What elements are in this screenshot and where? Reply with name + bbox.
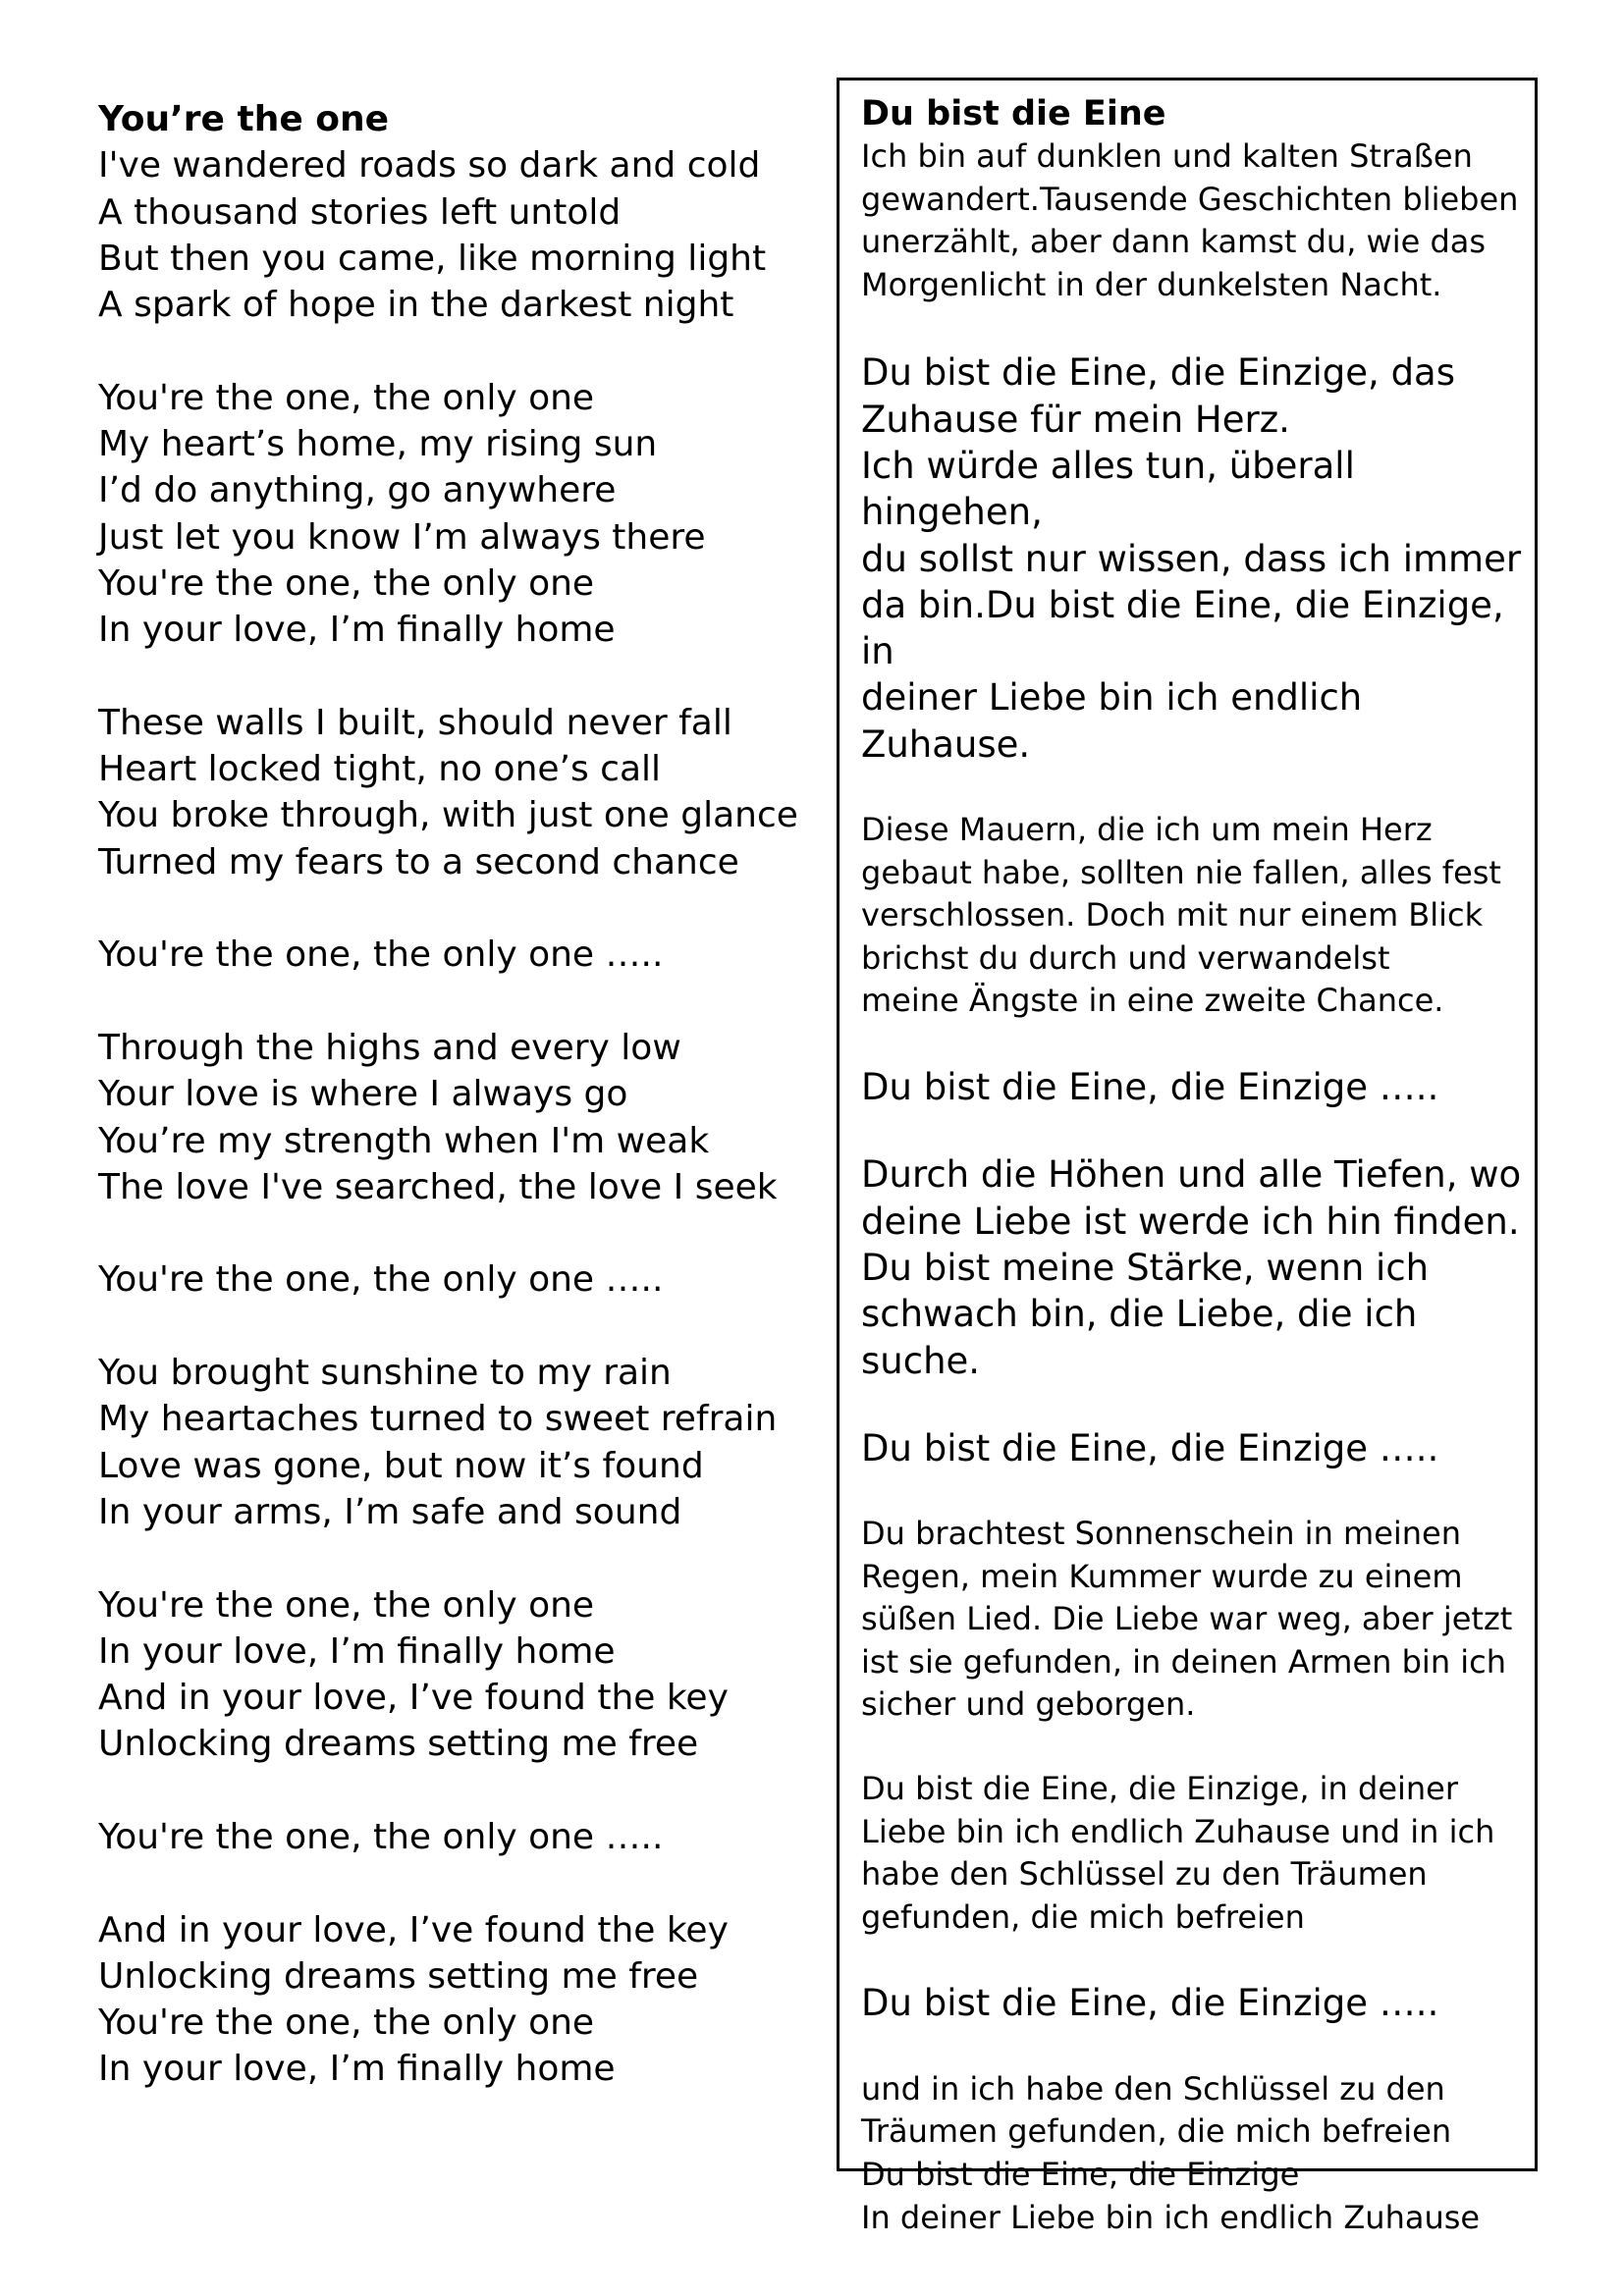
english-stanza <box>98 700 805 885</box>
translation-line: Träumen gefunden, die mich befreien <box>861 2112 1452 2151</box>
german-block <box>861 1513 1529 1727</box>
lyric-line: And in your love, I’ve found the key <box>98 1678 729 1719</box>
lyric-line: Just let you know I’m always there <box>98 516 706 558</box>
translation-line: In deiner Liebe bin ich endlich Zuhause <box>861 2198 1481 2236</box>
translation-line: Diese Mauern, die ich um mein Herz <box>861 811 1433 849</box>
lyric-line: In your arms, I’m safe and sound <box>98 1491 682 1532</box>
lyric-line: In your love, I’m finally home <box>98 1630 616 1672</box>
lyric-line: In your love, I’m finally home <box>98 2049 616 2090</box>
german-title: Du bist die Eine <box>861 94 1166 133</box>
translation-line: Du bist die Eine, die Einzige ….. <box>861 1426 1439 1469</box>
translation-line: Du bist die Eine, die Einzige, in deiner <box>861 1770 1459 1808</box>
lyric-line: Heart locked tight, no one’s call <box>98 749 662 790</box>
lyric-line: Unlocking dreams setting me free <box>98 1724 699 1765</box>
german-block <box>861 1064 1529 1110</box>
translation-line: du sollst nur wissen, dass ich immer <box>861 537 1522 580</box>
english-stanza <box>98 1025 805 1210</box>
lyric-line: You're the one, the only one <box>98 2002 595 2044</box>
translation-line: unerzählt, aber dann kamst du, wie das <box>861 223 1487 261</box>
lyric-line: Turned my fears to a second chance <box>98 841 739 882</box>
german-block <box>861 2068 1529 2239</box>
translation-line: ist sie gefunden, in deinen Armen bin ich <box>861 1642 1507 1681</box>
translation-line: verschlossen. Doch mit nur einem Blick <box>861 896 1484 934</box>
lyric-line: The love I've searched, the love I seek <box>98 1166 778 1207</box>
translation-line: sicher und geborgen. <box>861 1685 1196 1724</box>
lyric-line: My heartaches turned to sweet refrain <box>98 1399 778 1440</box>
spacer <box>861 768 1529 809</box>
lyric-line: These walls I built, should never fall <box>98 702 732 743</box>
translation-line: gebaut habe, sollten nie fallen, alles fest <box>861 853 1501 891</box>
english-title: You’re the one <box>98 99 390 139</box>
lyric-line: You're the one, the only one <box>98 562 595 604</box>
translation-line: schwach bin, die Liebe, die ich suche. <box>861 1293 1418 1382</box>
lyric-line: And in your love, I’ve found the key <box>98 1909 729 1950</box>
english-stanza <box>98 1907 805 2093</box>
translation-line: Du bist die Eine, die Einzige, das <box>861 351 1456 395</box>
translation-line: Du bist die Eine, die Einzige ….. <box>861 1982 1439 2025</box>
english-lyrics <box>98 96 805 2139</box>
german-block <box>861 135 1529 306</box>
german-lyrics <box>861 92 1529 2239</box>
lyric-line: My heart’s home, my rising sun <box>98 424 658 465</box>
spacer <box>861 2027 1529 2068</box>
translation-line: Du bist die Eine, die Einzige <box>861 2155 1300 2193</box>
lyric-line: But then you came, like morning light <box>98 238 767 279</box>
lyric-line: A thousand stories left untold <box>98 191 622 233</box>
translation-line: deiner Liebe bin ich endlich Zuhause. <box>861 676 1363 766</box>
spacer <box>861 306 1529 349</box>
translation-line: brichst du durch und verwandelst <box>861 938 1390 977</box>
lyric-line: You're the one, the only one ….. <box>98 1816 664 1857</box>
lyric-line: I’d do anything, go anywhere <box>98 470 617 511</box>
german-block <box>861 1425 1529 1471</box>
translation-line: Du bist die Eine, die Einzige ….. <box>861 1066 1439 1109</box>
translation-line: Morgenlicht in der dunkelsten Nacht. <box>861 265 1442 303</box>
spacer <box>861 1727 1529 1768</box>
english-stanza <box>98 932 805 978</box>
translation-line: Du bist meine Stärke, wenn ich <box>861 1246 1430 1289</box>
translation-line: Ich würde alles tun, überall hingehen, <box>861 444 1355 534</box>
translation-line: und in ich habe den Schlüssel zu den <box>861 2069 1445 2108</box>
lyric-line: You're the one, the only one <box>98 1584 595 1626</box>
translation-line: süßen Lied. Die Liebe war weg, aber jetzt <box>861 1600 1513 1638</box>
translation-line: deine Liebe ist werde ich hin finden. <box>861 1200 1520 1243</box>
spacer <box>861 1384 1529 1425</box>
lyric-line: Through the highs and every low <box>98 1027 681 1068</box>
translation-line: Durch die Höhen und alle Tiefen, wo <box>861 1153 1522 1197</box>
german-block <box>861 1768 1529 1939</box>
english-stanza <box>98 1814 805 1860</box>
german-block <box>861 809 1529 1023</box>
lyric-line: You broke through, with just one glance <box>98 795 798 836</box>
translation-line: Zuhause für mein Herz. <box>861 398 1290 441</box>
german-block <box>861 1151 1529 1383</box>
lyric-line: You're the one, the only one <box>98 377 595 418</box>
lyric-line: You brought sunshine to my rain <box>98 1353 672 1394</box>
translation-line: da bin.Du bist die Eine, die Einzige, in <box>861 583 1504 673</box>
lyric-line: You're the one, the only one ….. <box>98 934 664 976</box>
german-block <box>861 1980 1529 2026</box>
english-stanza <box>98 1582 805 1768</box>
lyric-line: A spark of hope in the darkest night <box>98 285 734 326</box>
lyric-line: Unlocking dreams setting me free <box>98 1955 699 1997</box>
lyric-line: You’re my strength when I'm weak <box>98 1120 710 1161</box>
translation-line: Du brachtest Sonnenschein in meinen <box>861 1515 1462 1553</box>
english-stanza <box>98 142 805 328</box>
english-stanza <box>98 375 805 654</box>
translation-line: gefunden, die mich befreien <box>861 1897 1305 1936</box>
lyric-line: In your love, I’m finally home <box>98 610 616 651</box>
translation-line: Regen, mein Kummer wurde zu einem <box>861 1557 1463 1595</box>
translation-line: Liebe bin ich endlich Zuhause und in ich <box>861 1812 1495 1850</box>
lyric-line: You're the one, the only one ….. <box>98 1259 664 1301</box>
english-stanza <box>98 1256 805 1303</box>
german-block <box>861 349 1529 768</box>
english-stanza <box>98 1350 805 1535</box>
lyric-line: Your love is where I always go <box>98 1074 628 1115</box>
spacer <box>861 1939 1529 1980</box>
translation-line: Ich bin auf dunklen und kalten Straßen <box>861 137 1473 175</box>
translation-line: gewandert.Tausende Geschichten blieben <box>861 180 1519 218</box>
translation-line: meine Ängste in eine zweite Chance. <box>861 982 1444 1020</box>
spacer <box>861 1110 1529 1151</box>
lyric-line: I've wandered roads so dark and cold <box>98 145 761 187</box>
german-translation-box <box>837 78 1538 2236</box>
lyric-line: Love was gone, but now it’s found <box>98 1445 704 1486</box>
translation-line: habe den Schlüssel zu den Träumen <box>861 1855 1428 1894</box>
spacer <box>861 1023 1529 1064</box>
spacer <box>861 1471 1529 1513</box>
